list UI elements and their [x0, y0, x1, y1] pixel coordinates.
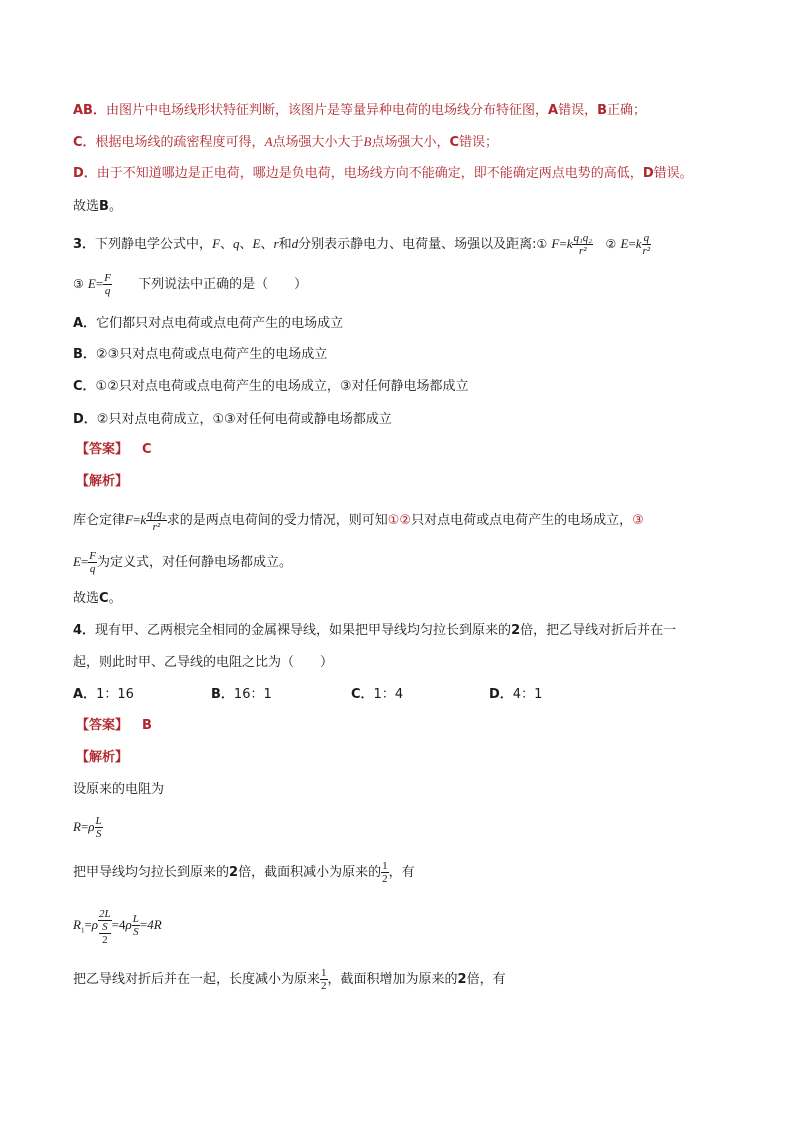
question-4-analysis-line-5: 把乙导线对折后并在一起，长度减小为原来 $\frac{1}{2}$ ，截面积增加为原来的2倍，有 — [73, 967, 506, 992]
solution-ab-line: AB．由图片中电场线形状特征判断，该图片是等量异种电荷的电场线分布特征图，A错误，B正确； — [73, 103, 647, 118]
r1-formula: $R_1=\rho$ 2L S 2 =4ρ $\frac{L}{S}$ =4R — [73, 908, 162, 946]
question-3-option-a: A．它们都只对点电荷或点电荷产生的电场成立 — [73, 316, 344, 331]
question-3-answer: 【答案】 C — [76, 442, 152, 457]
question-4-analysis-line-1: 设原来的电阻为 — [73, 782, 165, 797]
question-4-analysis-line-3: 把甲导线均匀拉长到原来的2倍，截面积减小为原来的 $\frac{1}{2}$ ，有 — [73, 860, 415, 885]
question-4-stem-line-1: 4．现有甲、乙两根完全相同的金属裸导线，如果把甲导线均匀拉长到原来的2倍，把乙导线对折后并在一 — [73, 623, 677, 638]
question-4-option-c: C．1：4 — [351, 687, 404, 702]
question-3-analysis-line-1: 库仑定律F=k $\frac{\text{q₁q₂}}{\text{r²}}$ 求的是两点电荷间的受力情况，则可知①②只对点电荷或点电荷产生的电场成立，③ — [73, 508, 644, 533]
solution-d-line: D．由于不知道哪边是正电荷，哪边是负电荷，电场线方向不能确定，即不能确定两点电势的高低，D错误。 — [73, 166, 693, 181]
question-3-conclusion: 故选C。 — [73, 591, 122, 606]
coulomb-formula: F=k $\frac{\text{q₁q₂}}{\text{r²}}$ — [125, 508, 166, 533]
question-3-analysis-line-2: E= $\frac{F}{q}$ 为定义式，对任何静电场都成立。 — [73, 550, 293, 575]
solution-conclusion: 故选B。 — [73, 199, 122, 214]
definition-formula: E= $\frac{F}{q}$ — [73, 550, 97, 575]
question-4-options — [73, 686, 542, 704]
question-4-stem-line-2: 起，则此时甲、乙导线的电阻之比为（ ） — [73, 655, 334, 670]
formula-2: E=k $\frac{q}{\text{r²}}$ — [620, 232, 651, 257]
question-4-option-d: D．4：1 — [489, 687, 543, 702]
question-3-option-c: C．①②只对点电荷或点电荷产生的电场成立，③对任何静电场都成立 — [73, 379, 469, 394]
question-4-option-b: B．16：1 — [211, 687, 272, 702]
question-4-analysis-heading: 【解析】 — [76, 750, 129, 765]
question-4-option-a: A．1：16 — [73, 687, 134, 702]
formula-3: E= $\frac{F}{q}$ — [87, 272, 111, 297]
question-3-stem: 3．下列静电学公式中，F、q、E、r和d分别表示静电力、电荷量、场强以及距离:① F=k $\frac{\text{q₁q₂}}{\text{r²}}$ ② E=k $\frac{q}{\text{r²}}$ — [73, 232, 651, 257]
question-3-option-b: B．②③只对点电荷或点电荷产生的电场成立 — [73, 347, 328, 362]
resistance-formula: R=ρ $\frac{L}{S}$ — [73, 815, 102, 840]
question-3-stem-cont: ③ E= $\frac{F}{q}$ 下列说法中正确的是（ ） — [73, 272, 308, 297]
question-3-option-d: D．②只对点电荷成立，①③对任何电荷或静电场都成立 — [73, 412, 392, 427]
solution-c-line: C．根据电场线的疏密程度可得，A点场强大小大于B点场强大小，C错误； — [73, 134, 499, 150]
question-4-answer: 【答案】 B — [76, 718, 152, 733]
question-3-analysis-heading: 【解析】 — [76, 474, 129, 489]
formula-1: F=k $\frac{\text{q₁q₂}}{\text{r²}}$ — [551, 232, 593, 257]
